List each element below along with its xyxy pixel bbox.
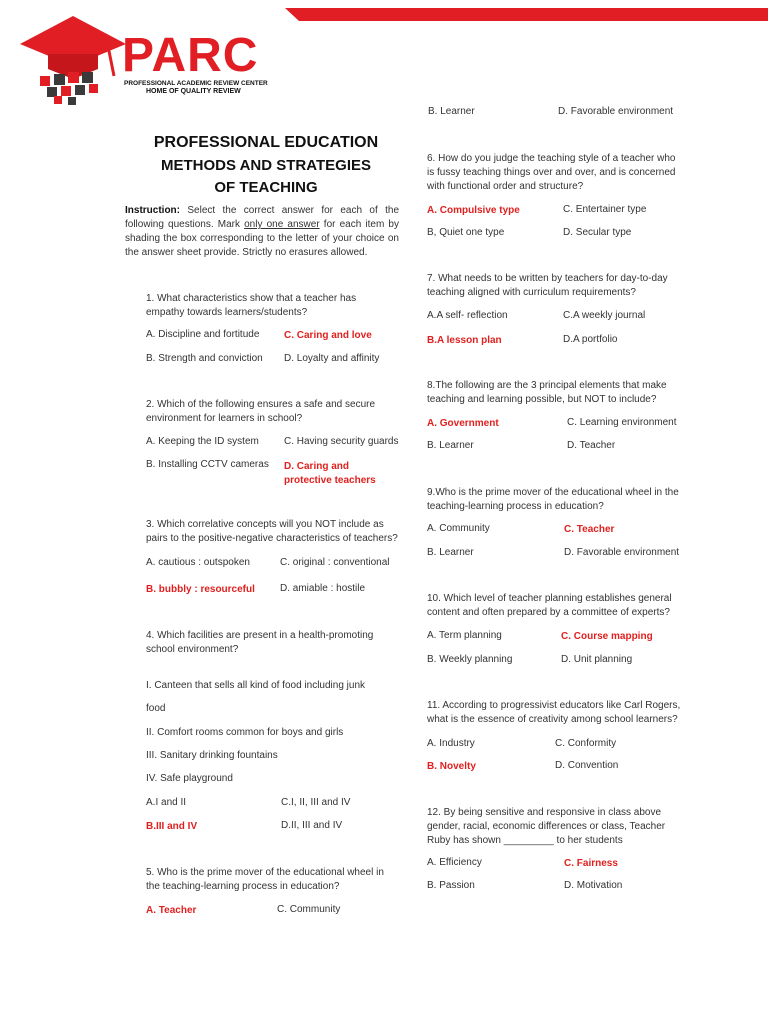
question-3: 3. Which correlative concepts will you NOT include as pairs to the positive-negative characteristics of teachers? <box>146 519 398 544</box>
q4-option-c: C.I, II, III and IV <box>281 797 351 808</box>
question-7: 7. What needs to be written by teachers for day-to-day teaching aligned with curriculum requirements? <box>427 273 668 298</box>
q7-option-b: B.A lesson plan <box>427 335 502 346</box>
q11-option-d: D. Convention <box>555 760 619 771</box>
q8-option-c: C. Learning environment <box>567 417 677 428</box>
q10-option-a: A. Term planning <box>427 630 502 641</box>
q12-option-c: C. Fairness <box>564 858 618 869</box>
q9-option-b: B. Learner <box>427 547 474 558</box>
q5-option-b: B. Learner <box>428 106 475 117</box>
q7-option-a: A.A self- reflection <box>427 310 508 321</box>
q2-option-b: B. Installing CCTV cameras <box>146 459 269 470</box>
title-line1: PROFESSIONAL EDUCATION <box>153 134 379 151</box>
question-8: 8.The following are the 3 principal elements that make teaching and learning possible, but NOT to include? <box>427 380 667 405</box>
header-red-bar <box>285 8 768 21</box>
title-line2: METHODS AND STRATEGIES <box>160 157 371 174</box>
question-5: 5. Who is the prime mover of the educational wheel in the teaching-learning process in education? <box>146 867 384 892</box>
q3-option-d: D. amiable : hostile <box>280 583 366 594</box>
q1-option-a: A. Discipline and fortitude <box>146 329 260 340</box>
q12-option-b: B. Passion <box>427 880 475 891</box>
q2-option-d: D. Caring and protective teachers <box>284 461 376 486</box>
q3-option-a: A. cautious : outspoken <box>146 557 250 568</box>
brand-tagline: HOME OF QUALITY REVIEW <box>146 88 241 95</box>
q6-option-a: A. Compulsive type <box>427 205 520 216</box>
title-line3: OF TEACHING <box>214 179 318 196</box>
question-10: 10. Which level of teacher planning establishes general content and often prepared by a committee of experts? <box>427 593 672 618</box>
q4-option-b: B.III and IV <box>146 821 198 832</box>
question-6: 6. How do you judge the teaching style of a teacher who is fussy teaching things over and over, and is concerned with functional order and structure? <box>427 153 676 192</box>
brand-name: PARC <box>122 29 259 82</box>
question-1: 1. What characteristics show that a teacher has empathy towards learners/students? <box>146 293 357 318</box>
q4-option-a: A.I and II <box>146 797 187 808</box>
q10-option-b: B. Weekly planning <box>427 654 513 665</box>
q5-option-d: D. Favorable environment <box>558 106 674 117</box>
question-4: 4. Which facilities are present in a health-promoting school environment? <box>146 630 374 655</box>
q4-item-1-cont: food <box>146 703 166 714</box>
q1-option-c: C. Caring and love <box>284 330 372 341</box>
question-9: 9.Who is the prime mover of the educational wheel in the teaching-learning process in education? <box>427 487 679 512</box>
q4-item-3: III. Sanitary drinking fountains <box>146 750 278 761</box>
instruction-text1: Select the correct answer for each of the following questions. Mark <box>125 205 399 230</box>
q9-option-c: C. Teacher <box>564 524 615 535</box>
question-11: 11. According to progressivist educators like Carl Rogers, what is the essence of creativity among school learners? <box>427 700 681 725</box>
q10-option-c: C. Course mapping <box>561 631 653 642</box>
question-12: 12. By being sensitive and responsive in class above gender, racial, economic differences or class, Teacher Ruby has shown _________ to her students <box>427 807 666 846</box>
q11-option-a: A. Industry <box>427 738 475 749</box>
q1-option-d: D. Loyalty and affinity <box>284 353 380 364</box>
q6-option-d: D. Secular type <box>563 227 632 238</box>
q9-option-a: A. Community <box>427 523 490 534</box>
q12-option-d: D. Motivation <box>564 880 623 891</box>
q7-option-c: C.A weekly journal <box>563 310 646 321</box>
q10-option-d: D. Unit planning <box>561 654 633 665</box>
q5-option-c: C. Community <box>277 904 341 915</box>
q2-option-c: C. Having security guards <box>284 436 399 447</box>
q7-option-d: D.A portfolio <box>563 334 618 345</box>
q6-option-c: C. Entertainer type <box>563 204 647 215</box>
q4-item-1: I. Canteen that sells all kind of food including junk <box>146 680 366 691</box>
instruction <box>125 204 399 260</box>
q4-item-2: II. Comfort rooms common for boys and girls <box>146 727 344 738</box>
q2-option-a: A. Keeping the ID system <box>146 436 259 447</box>
q8-option-a: A. Government <box>427 418 499 429</box>
q1-option-b: B. Strength and conviction <box>146 353 263 364</box>
instruction-text2: for each item by shading the box corresponding to the letter of your choice on the answer sheet provide. Strictly no erasures allowed. <box>125 219 399 258</box>
q3-option-b: B. bubbly : resourceful <box>146 584 255 595</box>
q9-option-d: D. Favorable environment <box>564 547 680 558</box>
q12-option-a: A. Efficiency <box>427 857 482 868</box>
q4-item-4: IV. Safe playground <box>146 773 233 784</box>
logo-mortarboard-icon <box>18 14 128 106</box>
brand-subtitle: PROFESSIONAL ACADEMIC REVIEW CENTER <box>124 80 268 87</box>
q11-option-b: B. Novelty <box>427 761 476 772</box>
q8-option-b: B. Learner <box>427 440 474 451</box>
q4-option-d: D.II, III and IV <box>281 820 343 831</box>
instruction-label: Instruction: <box>125 205 180 216</box>
q6-option-b: B, Quiet one type <box>427 227 505 238</box>
q8-option-d: D. Teacher <box>567 440 616 451</box>
q3-option-c: C. original : conventional <box>280 557 390 568</box>
q5-option-a: A. Teacher <box>146 905 197 916</box>
instruction-underlined: only one answer <box>244 219 320 230</box>
question-2: 2. Which of the following ensures a safe and secure environment for learners in school? <box>146 399 376 424</box>
q11-option-c: C. Conformity <box>555 738 617 749</box>
